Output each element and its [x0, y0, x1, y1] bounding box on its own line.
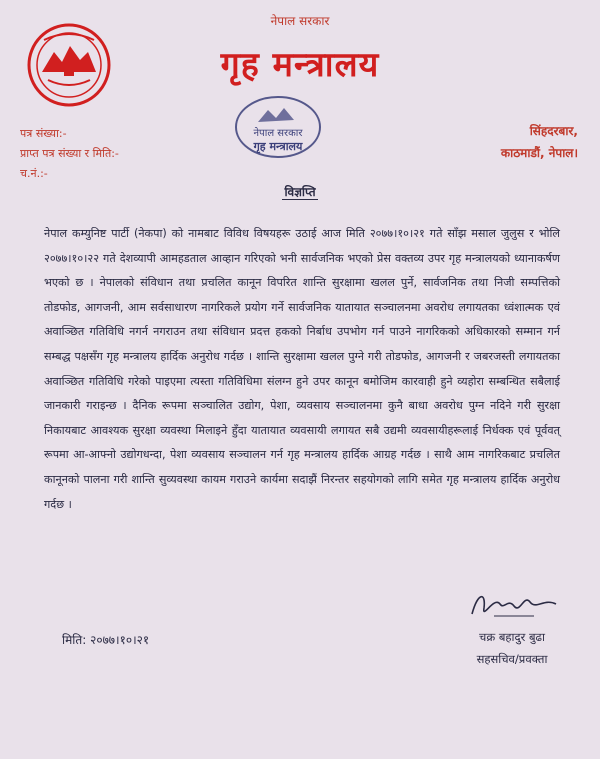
- signatory-name: चक्र बहादुर बुढा: [479, 630, 545, 644]
- address-line-1: सिंहदरबार,: [529, 124, 578, 138]
- reference-fields: [20, 124, 119, 184]
- signatory-block: [448, 626, 576, 670]
- dispatch-number-field: च.नं.:-: [20, 167, 48, 180]
- letter-body: नेपाल कम्युनिष्ट पार्टी (नेकपा) को नामबाट विविध विषयहरू उठाई आज मिति २०७७।१०।२१ गते साँझ मसाल जुलुस र भोलि २०७७।१०।२२ गते देशव्यापी आमहडताल आव्हान गरिएको भनी सार्वजनिक भएको प्रेस वक्तव्य उपर गृह मन्त्रालयको ध्यानाकर्षण भएको छ । नेपालको संविधान तथा प्रचलित कानून विपरित शान्ति सुरक्षामा खलल पुर्ने, सार्वजनिक तथा निजी सम्पत्तिको तोडफोड, आगजनी, आम सर्वसाधारण नागरिकले प्रयोग गर्ने सार्वजनिक यातायात सञ्चालनमा अवरोध लगायतका ध्वंशात्मक एवं अवाञ्छित गतिविधि नगर्न नगराउन तथा संविधान प्रदत्त हकको निर्बाध उपभोग गर्न पाउने नागरिकको अधिकारको सम्मान गर्न सम्बद्ध पक्षसँग गृह मन्त्रालय हार्दिक अनुरोध गर्दछ । शान्ति सुरक्षामा खलल पुग्ने गरी तोडफोड, आगजनी र जबरजस्ती लगायतका अवाञ्छित गतिविधि गरेको पाइएमा त्यस्ता गतिविधिमा संलग्न हुने उपर कानून बमोजिम कारवाही हुने व्यहोरा सम्बन्धित सबैलाई जानकारी गराइन्छ । दैनिक रूपमा सञ्चालित उद्योग, पेशा, व्यवसाय सञ्चालनमा कुनै बाधा अवरोध पुग्न नदिने गरी सुरक्षा निकायबाट आवश्यक सुरक्षा व्यवस्था मिलाइने हुँदा यातायात व्यवसायी लगायत सबै उद्यमी व्यवसायीहरूलाई निर्धक्क एवं पूर्ववत् रूपमा आ-आफ्नो उद्योगधन्दा, पेशा व्यवसाय सञ्चालन गर्न गृह मन्त्रालय हार्दिक आग्रह गर्दछ । साथै आम नागरिकबाट प्रचलित कानूनको पालना गरी शान्ति सुव्यवस्था कायम गराउने कार्यमा सदाझैं निरन्तर सहयोगको लागि समेत गृह मन्त्रालय हार्दिक अनुरोध गर्दछ ।: [44, 227, 560, 511]
- subject-text: विज्ञप्ति: [284, 185, 316, 199]
- received-letter-field: प्राप्त पत्र संख्या र मिति:-: [20, 147, 119, 160]
- ministry-address: [501, 120, 578, 164]
- ministry-title: गृह मन्त्रालय: [220, 45, 380, 85]
- signatory-title: सहसचिव/प्रवक्ता: [476, 652, 548, 666]
- subject-heading: [0, 183, 600, 200]
- ministry-seal: [228, 92, 328, 162]
- handwritten-signature: [464, 586, 564, 624]
- letter-date: मिति: २०७७।१०।२१: [62, 633, 150, 647]
- seal-bottom-text: गृह मन्त्रालय: [253, 140, 303, 153]
- government-title: नेपाल सरकार: [270, 14, 330, 28]
- letter-number-field: पत्र संख्या:-: [20, 127, 67, 140]
- seal-top-text: नेपाल सरकार: [253, 128, 303, 139]
- address-line-2: काठमाडौं, नेपाल।: [500, 146, 578, 160]
